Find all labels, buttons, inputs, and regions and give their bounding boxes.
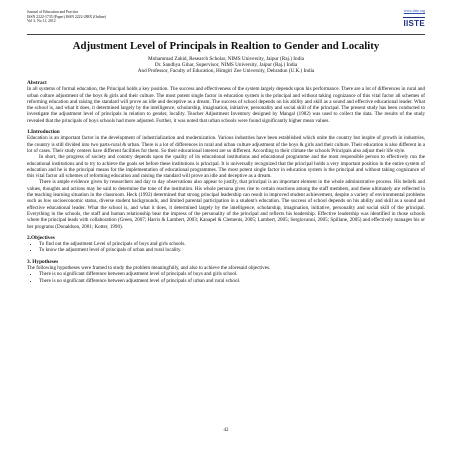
journal-issn: ISSN 2222-1735 (Paper) ISSN 2222-288X (Online) [27, 14, 106, 19]
page-number: 42 [223, 428, 229, 433]
objective-item: • To know the adjustment level of principals of urban and rural locality. [39, 247, 425, 253]
hypothesis-item: • There is no significant difference between adjustment level of principals of boys and girls school. [39, 271, 425, 277]
paper-title: Adjustment Level of Principals in Realtion to Gender and Locality [72, 40, 380, 52]
introduction-paragraph: Education is an important factor in the development of industrialization and modernization. Various industries have been established which unite the country but inspite of growth in industries, the country is still divided into two parts-rural & urban. There is a lot of differences in rural and urban culture adjustment of the boys & girls and their culture. Their education is also different in a lot of cases. Their study centers have different facilities for them. So their educational interest are so different. According to their climate the schools Principals also adjust their life style. [27, 135, 425, 154]
objectives-heading: 2.Objectives [27, 234, 55, 241]
hypothesis-item: • There is no significant difference between adjustment level of principals of urban and rural school. [39, 278, 425, 284]
journal-volume: Vol 3, No 11, 2012 [27, 19, 56, 24]
author-block [20, 56, 432, 75]
header-divider [27, 34, 425, 35]
author-line: And Professor, Faculty of Education, Himgiri Zee University, Dehradun (U.K.) India [137, 68, 315, 75]
abstract-heading: Abstract [27, 80, 47, 86]
journal-name: Journal of Education and Practice [27, 10, 79, 14]
objectives-list [27, 241, 425, 254]
hypotheses-heading: 3. Hypotheses [27, 258, 59, 265]
objective-item: • To find out the adjustment Level of principals of boys and girls schools. [39, 241, 425, 247]
journal-url-link[interactable]: www.iiste.org [403, 9, 425, 13]
introduction-paragraph: There is ample evidence given by researchers and day to day observations also appear to justify, that principal is an important element in the whole administrative process. His beliefs and values, thoughts and actions may be said to determine the tone of the institution. His whole persona gives rise to certain reactions among the staff members, and these ultimately are reflected in the teaching learning situation in the classroom. Heck (1992) determined that strong principal leadership can result in improved student achievement, despite a variety of environmental problems such as low socioeconomic status, diverse student backgrounds, and limited parental participation in a student's education. The success of school depends on his ability and skill as a sound and effective educational leader. What the school is, and what it does, it determined largely by the intelligence, scholarship, imagination, initiative, personality and social skill of the principal. Everything in the schools, the staff and human relationship bear the impress of the personality of the principal and reflects his leadership. Effective leadership was identified in those schools where the principal leads with collaboration (Green, 2007; Harris & Lambert, 2003; Kanapel & Clements, 2005; Lambert, 2005; Sergiovanni, 2005; Spillane, 2005) and effectively manages his or her programs (Donaldson, 2001; Kotter, 1990). [27, 179, 425, 230]
abstract-text: In all systems of formal education, the Principal holds a key position. The success and effectiveness of the system largely depends upon his performance. There are a lot of differences in rural and urban culture adjustment of the boys & girls and their culture. The most potent single factor in education system is the principal and without taking cognizance of this vital factor all schemes of reforming education and raising the standard will prove an idle and deceptive as a dream. The success of school depends on his ability and skill as a sound and effective educational leader. What the school is, and what it does, it determined largely by the intelligence, scholarship, imagination, initiative, personality and social skill of the principal. The present study has been conducted to investigate the adjustment level of principals in relation to gender, locality. Teacher Adjustment Inventory designed by Mangal (1982) was used to collect the data. The results of the study revealed that the principals of boys schools had more adjusted. Further, it was noted that urban schools were found significantly higher mean values. [27, 86, 425, 124]
iiste-logo: IISTE [403, 19, 425, 28]
journal-header-right [403, 9, 425, 31]
hypotheses-intro: The following hypotheses were framed to study the problem meaningfully, and also to achieve the aforesaid objectives. [27, 265, 271, 272]
journal-header [27, 10, 106, 24]
hypotheses-list [27, 271, 425, 284]
paper-body [27, 80, 425, 284]
introduction-paragraph: In short, the progress of society and country depends upon the quality of its educational institutions and educational programme and the most responsible person to effectively run the educational institutions and to try to achieve the goals set before these institutions is principal. It is universally recognized that the principal holds a very important position in the entire system of education and he is the principal means for the implementation of educational programmes. The most potent single factor in education system is the principal and without taking cognizance of this vital factor all schemes of reforming education and raising the standard will prove an idle and deceptive as a dream. [27, 154, 425, 180]
author-line: Mohammad Zahid, Research Scholar, NIMS University, Jaipur (Raj.) India [148, 56, 304, 62]
author-line: Dr. Sandhya Gihar, Supervisor, NIMS University, Jaipur (Raj.) India [154, 62, 298, 69]
introduction-heading: 1.Introduction [27, 129, 60, 136]
